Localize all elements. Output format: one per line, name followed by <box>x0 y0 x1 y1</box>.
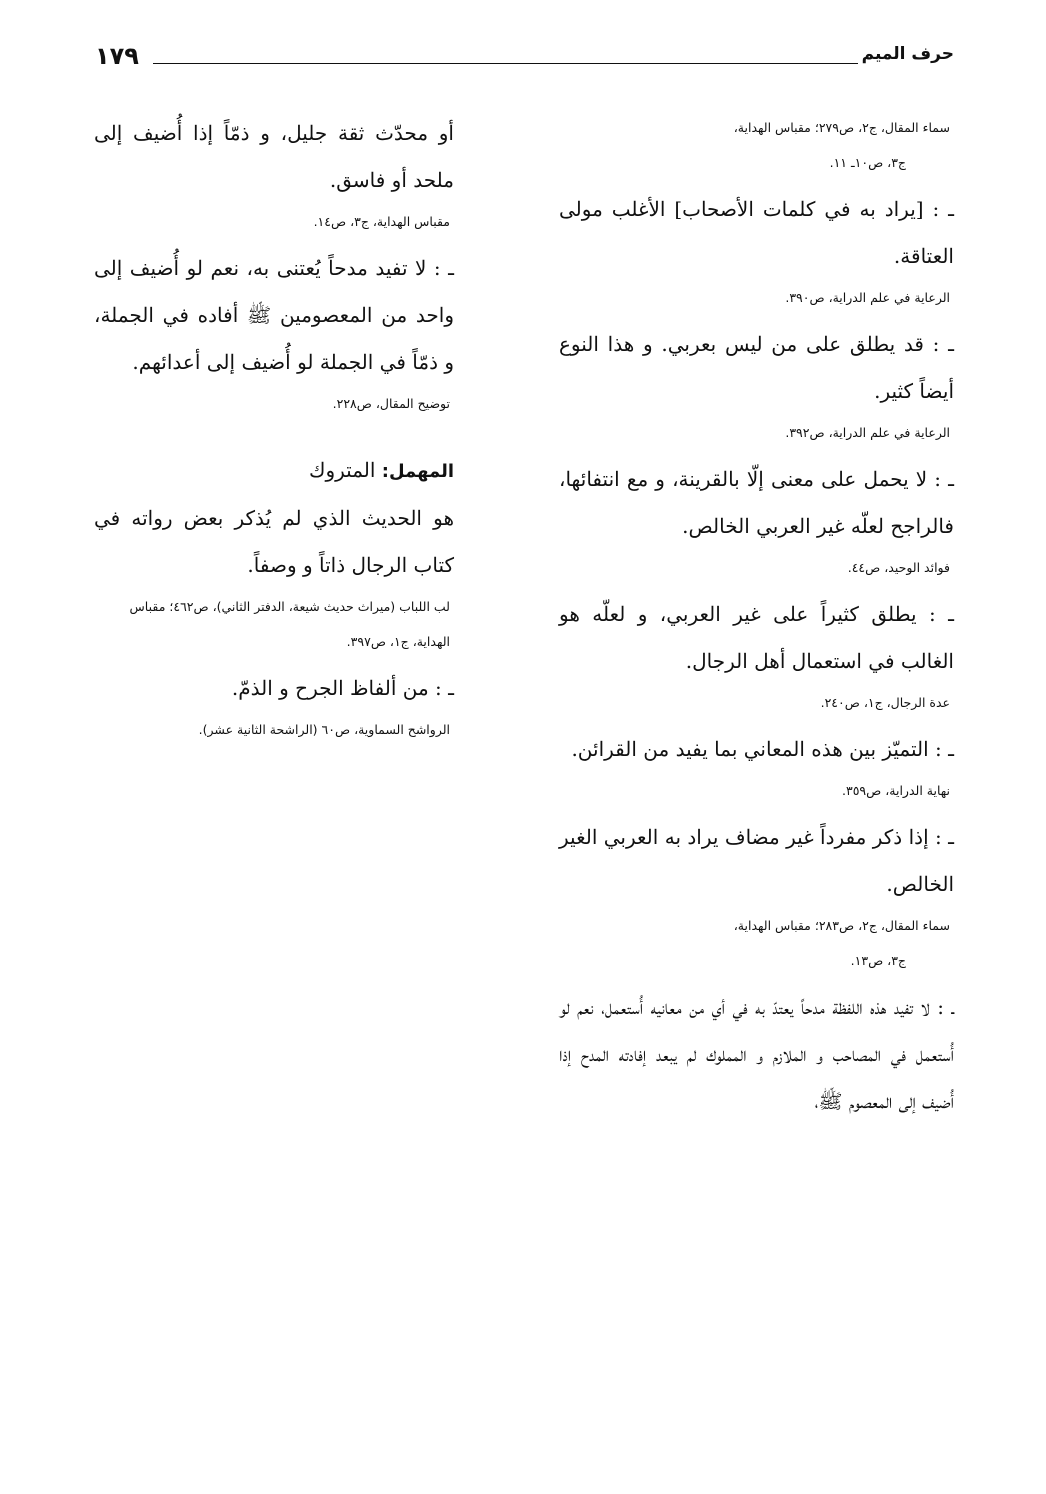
entry <box>559 186 954 315</box>
entry <box>94 245 454 421</box>
entry-text: ـ : [يراد به في كلمات الأصحاب] الأغلب مولى العتاقة. <box>559 197 954 268</box>
headword-gloss: المتروك <box>308 458 382 482</box>
entry-text: ـ : لا تفيد مدحاً يُعتنى به، نعم لو أُضيف إلى واحد من المعصومين ﷺ أفاده في الجملة، و ذمّاً في الجملة لو أُضيف إلى أعدائهم. <box>94 256 454 374</box>
source-reference: ج٣، ص١٠ـ ١١. <box>829 155 906 170</box>
running-title: حرف الميم <box>861 44 954 64</box>
entry <box>559 321 954 450</box>
entry-text: ـ : من ألفاظ الجرح و الذمّ. <box>231 676 454 700</box>
headword-term: المهمل: <box>381 461 454 482</box>
source-reference: فوائد الوحيد، ص٤٤. <box>847 560 950 575</box>
header-rule <box>153 63 858 64</box>
source-reference: سماء المقال، ج٢، ص٢٧٩؛ مقباس الهداية، <box>733 120 950 135</box>
entry <box>94 110 454 239</box>
source-reference: الرعاية في علم الدراية، ص٣٩٠. <box>785 290 950 305</box>
source-reference: توضيح المقال، ص٢٢٨. <box>332 396 450 411</box>
entry <box>559 984 954 1125</box>
entry <box>559 814 954 978</box>
source-reference: الرواشح السماوية، ص٦٠ (الراشحة الثانية عشر). <box>198 722 450 737</box>
source-reference: الرعاية في علم الدراية، ص٣٩٢. <box>785 425 950 440</box>
entry-text: ـ : إذا ذكر مفرداً غير مضاف يراد به العربي الغير الخالص. <box>559 825 954 896</box>
source-reference: لب اللباب (ميراث حديث شيعة، الدفتر الثاني)، ص٤٦٢؛ مقباس الهداية، ج١، ص٣٩٧. <box>129 599 450 649</box>
headword <box>94 447 454 495</box>
entry <box>94 495 454 659</box>
entry-text: ـ : لا تفيد هذه اللفظة مدحاً يعتدّ به في أي من معانيه أُستعمل، نعم لو أُستعمل في المصاحب و الملازم و المملوك لم يبعد إفادته المدح إذا أُضيف إلى المعصوم ﷺ، <box>559 995 954 1113</box>
entry-text: هو الحديث الذي لم يُذكر بعض رواته في كتاب الرجال ذاتاً و وصفاً. <box>94 506 454 577</box>
page-number: ١٧٩ <box>95 42 139 70</box>
source-reference: مقباس الهداية، ج٣، ص١٤. <box>313 214 450 229</box>
source-reference: سماء المقال، ج٢، ص٢٨٣؛ مقباس الهداية، <box>733 918 950 933</box>
entry <box>559 591 954 720</box>
right-column <box>559 110 954 1131</box>
left-column <box>94 110 454 753</box>
page-header <box>95 38 954 78</box>
entry-text: أو محدّث ثقة جليل، و ذمّاً إذا أُضيف إلى ملحد أو فاسق. <box>94 121 454 192</box>
entry-text: ـ : لا يحمل على معنى إلّا بالقرينة، و مع انتفائها، فالراجح لعلّه غير العربي الخالص. <box>559 467 954 538</box>
entry <box>559 110 954 180</box>
source-reference: عدة الرجال، ج١، ص٢٤٠. <box>820 695 950 710</box>
source-reference: نهاية الدراية، ص٣٥٩. <box>842 783 950 798</box>
entry <box>559 456 954 585</box>
source-reference: ج٣، ص١٣. <box>850 953 906 968</box>
entry-text: ـ : التميّز بين هذه المعاني بما يفيد من القرائن. <box>571 737 954 761</box>
entry-text: ـ : قد يطلق على من ليس بعربي. و هذا النوع أيضاً كثير. <box>559 332 954 403</box>
entry <box>559 726 954 808</box>
entry-text: ـ : يطلق كثيراً على غير العربي، و لعلّه هو الغالب في استعمال أهل الرجال. <box>559 602 954 673</box>
entry <box>94 665 454 747</box>
